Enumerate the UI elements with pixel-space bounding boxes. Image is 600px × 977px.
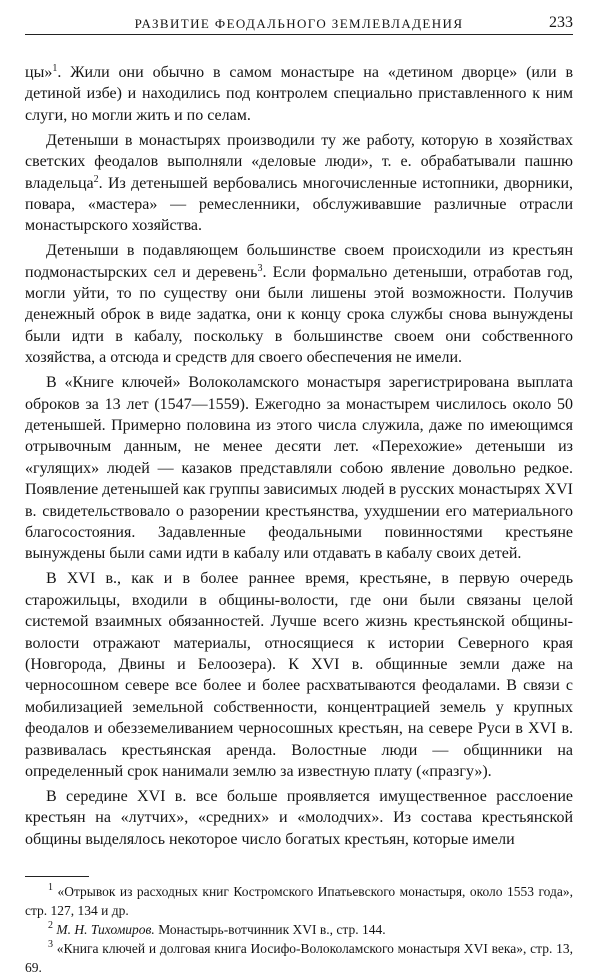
paragraph-1-text-b: . Жили они обычно в самом монастыре на «детином дворце» (или в детиной избе) и находились под контролем специально приставленного к ним слуги, но могли жить и по селам. (25, 64, 573, 124)
paragraph-2 (25, 130, 573, 237)
running-title: РАЗВИТИЕ ФЕОДАЛЬНОГО ЗЕМЛЕВЛАДЕНИЯ (134, 16, 464, 31)
paragraph-3-text-b: . Если формально детеныши, отработав год, могли уйти, то по существу они были лишены этой возможности. Получив денежный оброк в виде задатка, они к концу срока службы снова вынуждены были идти в кабалу, поскольку в большинстве своем они собственного хозяйства, а отсюда и средств для своего обеспечения не имели. (25, 263, 573, 367)
footnote-separator (25, 876, 89, 877)
page-number: 233 (549, 14, 573, 31)
footnote-2-text: Монастырь-вотчинник XVI в., стр. 144. (154, 922, 386, 937)
footnote-ref-3: 3 (257, 262, 263, 274)
footnote-1 (25, 882, 573, 920)
footnote-ref-2: 2 (93, 173, 99, 185)
footnote-mark-1: 1 (48, 882, 53, 893)
paragraph-6: В середине XVI в. все больше проявляется имущественное расслоение крестьян на «лутчих», «средних» и «молодчих». Из состава крестьянской общины выделялось некоторое число богатых крестьян, которые имели (25, 787, 573, 848)
footnote-ref-1: 1 (52, 63, 58, 74)
paragraph-2-text-a: Детеныши в монастырях производили ту же работу, которую в хозяйствах светских феодалов выполняли «деловые люди», т. е. обрабатывали пашню владельца (25, 131, 573, 192)
paragraph-3-text-a: Детеныши в подавляющем большинстве своем происходили из крестьян подмонастырских сел и деревень (25, 242, 573, 281)
paragraph-2-text-b: . Из детенышей вербовались многочисленные истопники, дворники, повара, «мастера» — ремесленники, обслуживавшие различные отрасли монастырского хозяйства. (25, 174, 573, 235)
running-head (25, 12, 573, 35)
paragraph-3 (25, 240, 573, 368)
footnote-3 (25, 939, 573, 977)
paragraph-5: В XVI в., как и в более раннее время, крестьяне, в первую очередь старожильцы, входили в общины-волости, где они были связаны целой системой взаимных обязанностей. Лучше всего жизнь крестьянской общины-волости отражают материалы, относящиеся к истории Северного края (Новгорода, Двины и Белоозера). К XVI в. общинные земли даже на черносошном севере все более и более расхватываются феодалами. В связи с мобилизацией земельной собственности, концентрацией земель у крупных феодалов и обезземеливанием черносошных крестьян, на севере Руси в XVI в. развивалась крестьянская аренда. Волостные люди — общинники на определенный срок нанимали землю за известную плату («празгу»). (25, 570, 573, 780)
footnote-3-text: «Книга ключей и долговая книга Иосифо-Волоколамского монастыря XVI века», стр. 13, 69. (25, 941, 573, 975)
paragraph-1 (25, 62, 573, 126)
footnote-2 (25, 920, 573, 939)
footnotes (25, 882, 573, 977)
footnote-mark-2: 2 (48, 920, 53, 931)
paragraph-4: В «Книге ключей» Волоколамского монастыря зарегистрирована выплата оброков за 13 лет (1547—1559). Ежегодно за монастырем числилось около 50 детенышей. Примерно половина из этого числа служила, даже по имеющимся отрывочным данным, не менее десяти лет. «Перехожие» детеныши из «гулящих» людей — казаков представляли собою явление довольно редкое. Появление детенышей как группы зависимых людей в русских монастырях XVI в. свидетельствовало о разорении крестьянства, ухудшении его материального благосостояния. Задавленные феодальными повинностями крестьяне вынуждены были сами идти в кабалу или отдавать в кабалу своих детей. (25, 374, 573, 563)
paragraph-1-text-a: цы» (25, 64, 53, 81)
body-text (25, 62, 573, 854)
footnote-1-text: «Отрывок из расходных книг Костромского Ипатьевского монастыря, около 1553 года», стр. 127, 134 и др. (25, 884, 573, 918)
footnote-2-author: М. Н. Тихомиров. (53, 922, 155, 937)
footnote-mark-3: 3 (48, 939, 53, 950)
